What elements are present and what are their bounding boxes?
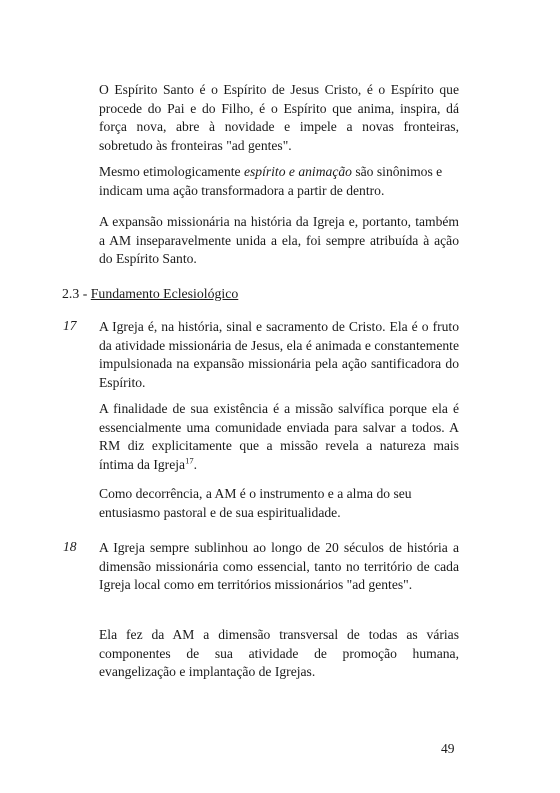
finality-end: . [193, 456, 197, 472]
paragraph-transversal-dimension: Ela fez da AM a dimensão transversal de todas as várias componentes de sua atividade de promoção humana, evangelização e implantação de Igrejas. [99, 627, 459, 679]
etymology-text-end: são sinônimos e indicam uma ação transformadora a partir de dentro. [99, 164, 443, 198]
paragraph-church-sign: A Igreja é, na história, sinal e sacramento de Cristo. Ela é o fruto da atividade missionária de Jesus, ela é animada e constantemente impulsionada na expansão missionária pela ação santificadora do Espírito. [99, 319, 459, 390]
paragraph-number-17: 17 [63, 318, 77, 333]
finality-text: A finalidade de sua existência é a missão salvífica porque ela é essencialmente uma comunidade enviada para salvar a todos. A RM diz explicitamente que a missão revela a natureza mais íntima da Igreja [99, 401, 459, 472]
section-title: Fundamento Eclesiológico [90, 286, 239, 301]
paragraph-consequence: Como decorrência, a AM é o instrumento e a alma do seu entusiasmo pastoral e de sua espiritualidade. [99, 486, 412, 520]
paragraph-number-18: 18 [63, 539, 77, 554]
paragraph-finality [99, 400, 459, 474]
section-heading [62, 285, 238, 303]
paragraph-church-history: A Igreja sempre sublinhou ao longo de 20 séculos de história a dimensão missionária como essencial, tanto no território de cada Igreja local como em territórios missionários "ad gentes". [99, 540, 459, 592]
paragraph-holy-spirit: O Espírito Santo é o Espírito de Jesus Cristo, é o Espírito que procede do Pai e do Filho, é o Espírito que anima, inspira, dá força nova, abre à novidade e impele a novas fronteiras, sobretudo às fronteiras "ad gentes". [99, 82, 459, 153]
paragraph-missionary-expansion: A expansão missionária na história da Igreja e, portanto, também a AM inseparavelmente unida a ela, foi sempre atribuída à ação do Espírito Santo. [99, 214, 459, 266]
etymology-text-start: Mesmo etimologicamente [99, 164, 244, 179]
page-number: 49 [441, 741, 455, 756]
paragraph-etymology [99, 163, 459, 200]
footnote-marker: 17 [185, 454, 194, 465]
etymology-italic-terms: espírito e animação [243, 164, 352, 179]
section-number: 2.3 - [62, 286, 91, 301]
